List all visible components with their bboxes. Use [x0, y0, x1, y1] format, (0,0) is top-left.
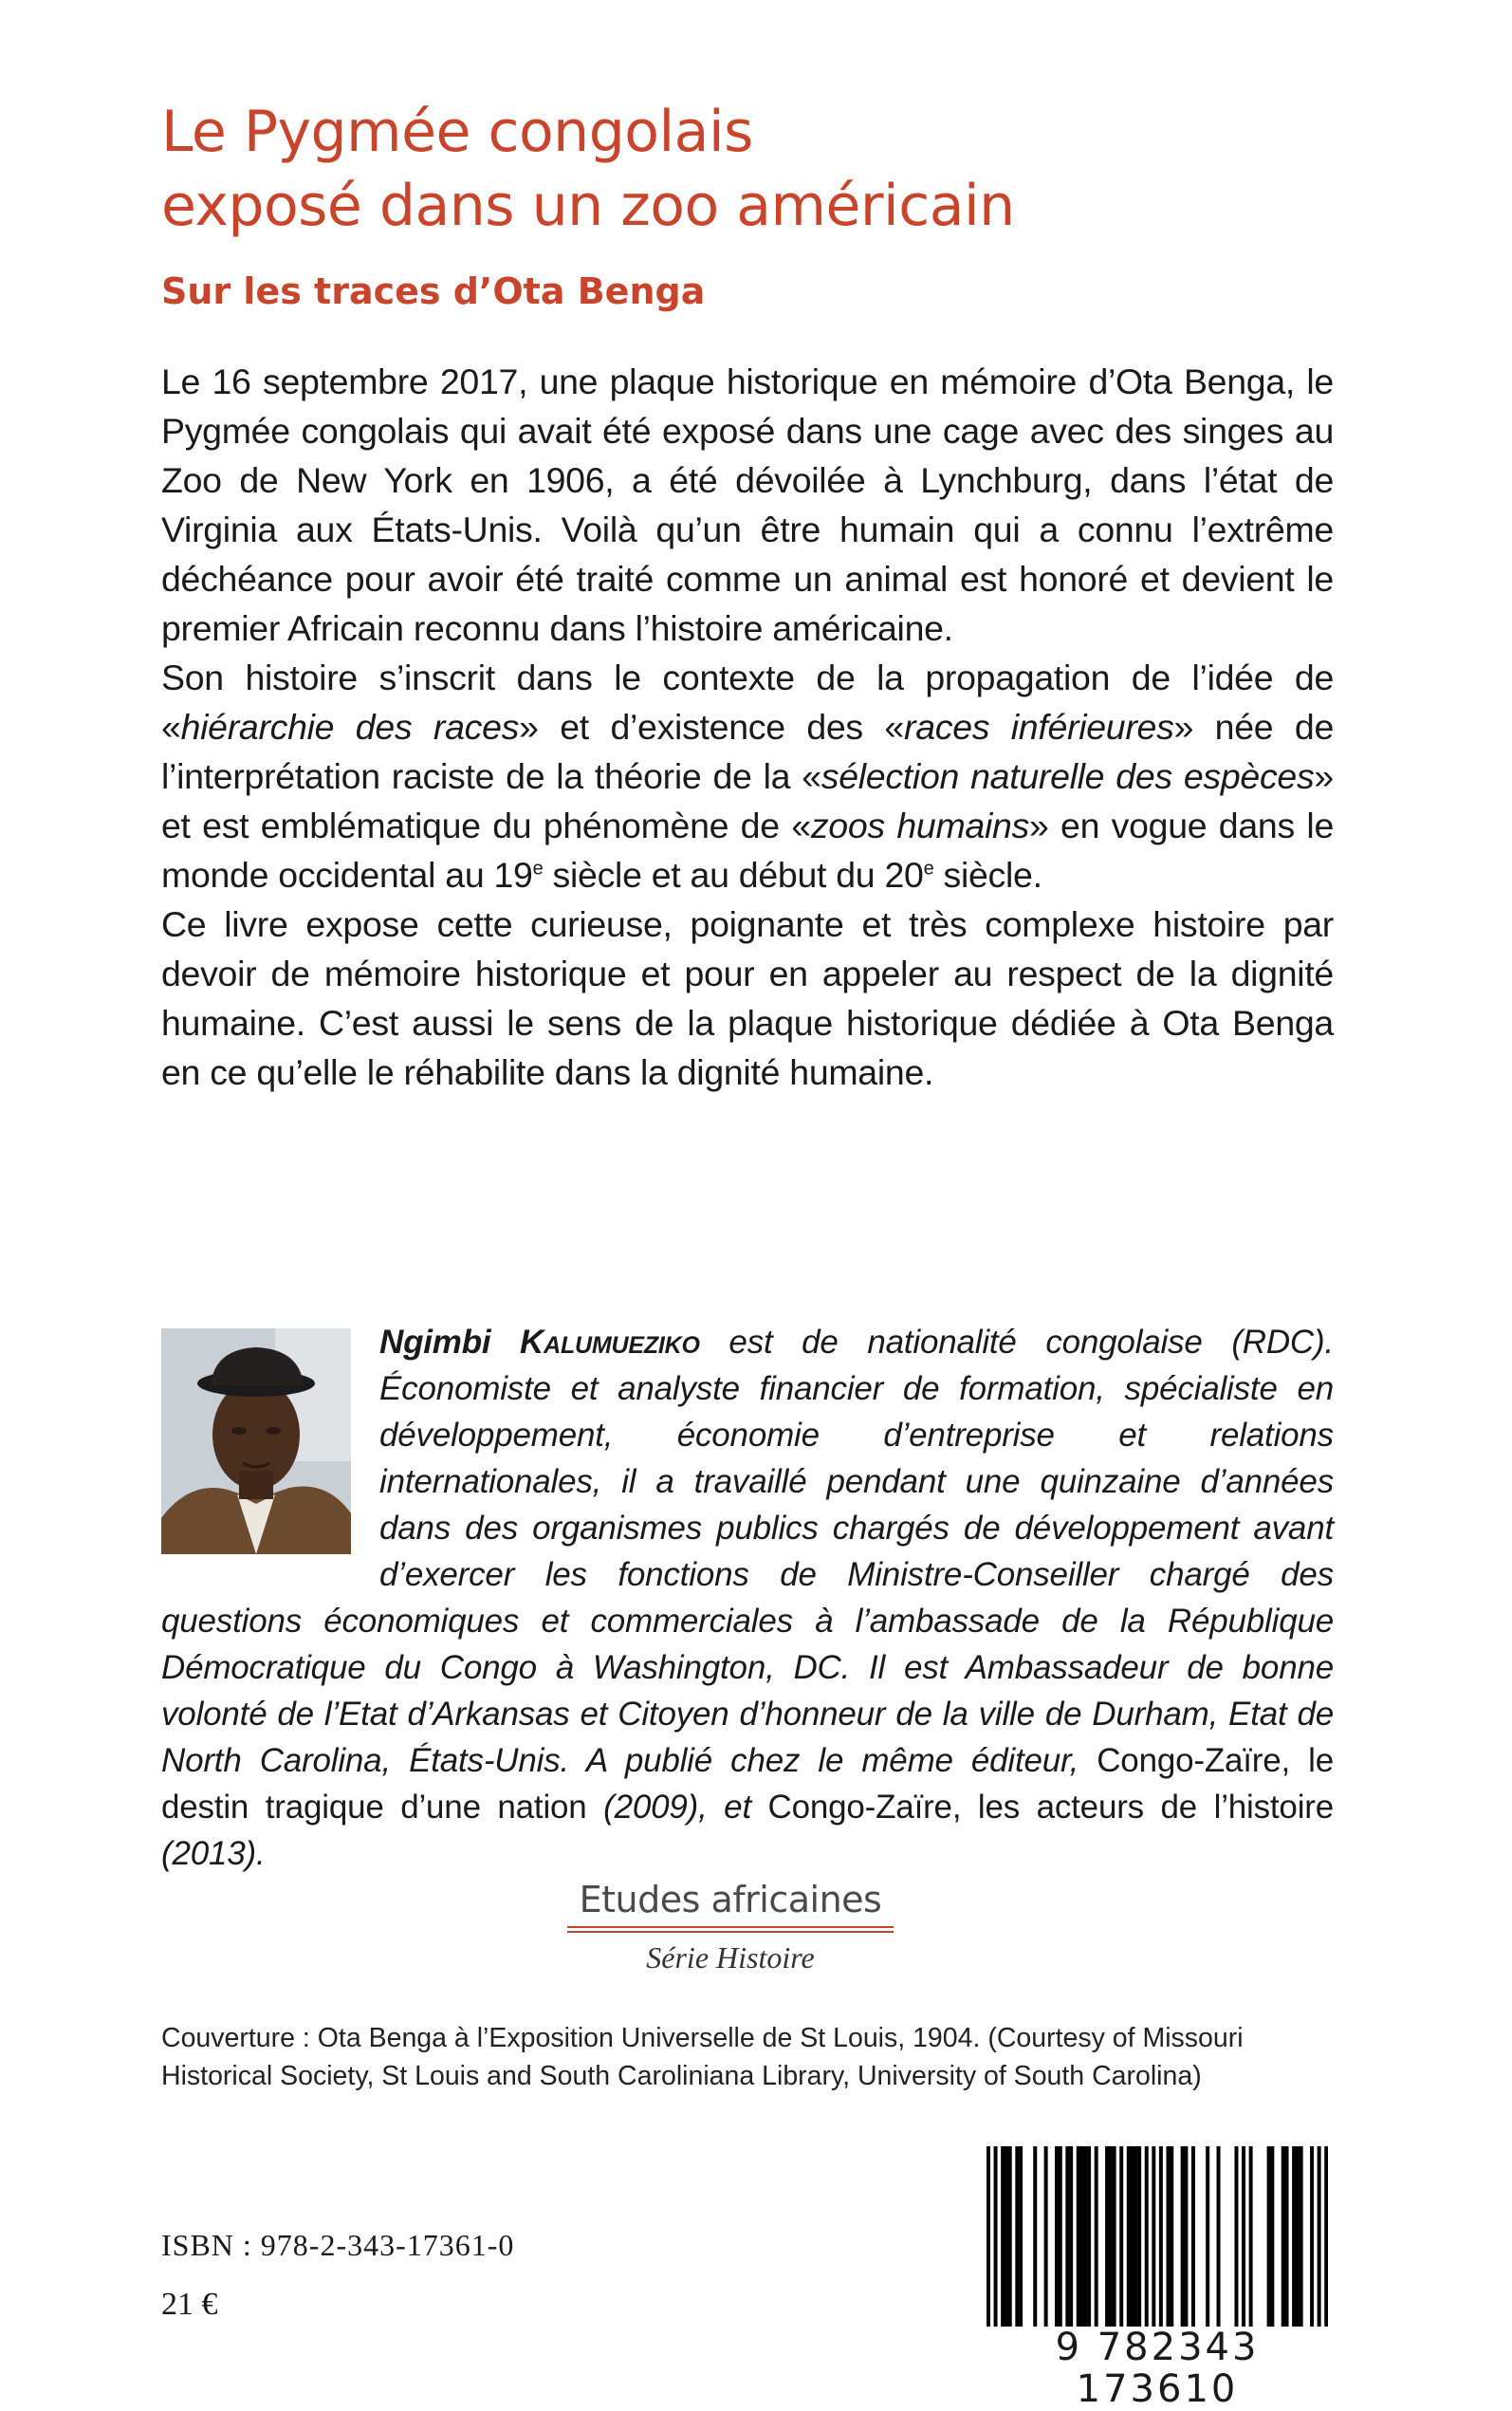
- summary-text: » en vogue dans le monde occidental au 19: [161, 806, 1334, 895]
- bio-text: (2009), et: [586, 1789, 768, 1826]
- barcode-bar: [1015, 2146, 1019, 2336]
- barcode-bar: [1234, 2146, 1238, 2336]
- barcode-bar: [1159, 2146, 1163, 2336]
- summary-italic: races inférieures: [904, 707, 1174, 747]
- barcode-bar: [1296, 2146, 1300, 2336]
- bio-text: est de nationalité congolaise (RDC). Économiste et analyste financier de formation, spécialiste en développement, économie d’entreprise et relations internationales, il a travaillé pendant une quinzaine d’années dans des organismes publics chargés de développement avant d’exercer les fonctions de Ministre-Conseiller chargé des questions économiques et commerciales à l’ambassade de la République Démocratique du Congo à Washington, DC. Il est Ambassadeur de bonne volonté de l’Etat d’Arkansas et Citoyen d’honneur de la ville de Durham, Etat de North Carolina, États-Unis. A publié chez le même éditeur,: [161, 1324, 1334, 1779]
- barcode-bar: [1166, 2146, 1170, 2336]
- barcode-bar: [994, 2146, 998, 2336]
- barcode-bar: [1292, 2146, 1296, 2336]
- author-name: [379, 1324, 700, 1361]
- summary-paragraph-2: [161, 653, 1334, 899]
- summary-italic: zoos humains: [810, 806, 1029, 845]
- barcode-bar: [1152, 2146, 1155, 2336]
- barcode-bar: [1109, 2146, 1113, 2336]
- barcode-bar: [1249, 2146, 1253, 2336]
- back-cover-summary: [161, 357, 1334, 1097]
- barcode-bar: [1217, 2146, 1221, 2336]
- cover-credit-line-2: Historical Society, St Louis and South Caroliniana Library, University of South Carolina): [161, 2061, 1202, 2091]
- barcode-bar: [1206, 2146, 1209, 2336]
- barcode-bar: [1137, 2146, 1141, 2336]
- barcode-bar: [1285, 2146, 1289, 2336]
- title-line-1: Le Pygmée congolais: [161, 99, 753, 165]
- summary-text: Son histoire s’inscrit dans le contexte de la propagation de l’idée de «: [161, 658, 1334, 747]
- barcode: [986, 2146, 1328, 2411]
- author-portrait-icon: [161, 1328, 351, 1554]
- barcode-bar: [1033, 2146, 1037, 2336]
- title-line-2: exposé dans un zoo américain: [161, 173, 1015, 239]
- barcode-bar: [1069, 2146, 1073, 2336]
- author-first-name: Ngimbi: [379, 1324, 521, 1361]
- barcode-bar: [1324, 2146, 1328, 2336]
- barcode-bar: [986, 2146, 990, 2336]
- book-reference: Congo-Zaïre, le destin tragique d’une nation: [161, 1742, 1334, 1826]
- barcode-bar: [1145, 2146, 1149, 2336]
- barcode-bar: [1077, 2146, 1080, 2336]
- barcode-bar: [1127, 2146, 1131, 2336]
- barcode-bar: [1095, 2146, 1098, 2336]
- barcode-bar: [1113, 2146, 1116, 2336]
- barcode-bar: [1282, 2146, 1285, 2336]
- bio-text: (2013).: [161, 1835, 266, 1872]
- barcode-bar: [1065, 2146, 1069, 2336]
- barcode-bar: [1055, 2146, 1059, 2336]
- barcode-bar: [1134, 2146, 1137, 2336]
- barcode-bar: [1184, 2146, 1188, 2336]
- barcode-bar: [1191, 2146, 1195, 2336]
- cover-credit: [161, 2019, 1394, 2095]
- ordinal-suffix: e: [923, 858, 934, 880]
- barcode-bar: [1181, 2146, 1185, 2336]
- summary-italic: hiérarchie des races: [180, 707, 520, 747]
- summary-italic: sélection naturelle des espèces: [821, 756, 1315, 796]
- collection-logo: [560, 1877, 901, 1976]
- barcode-bar: [1267, 2146, 1271, 2336]
- summary-text: siècle.: [933, 855, 1042, 895]
- barcode-bar: [1170, 2146, 1173, 2336]
- summary-text: » née de l’interprétation raciste de la théorie de la «: [161, 707, 1334, 796]
- ordinal-suffix: e: [532, 858, 544, 880]
- cover-credit-line-1: Couverture : Ota Benga à l’Exposition Universelle de St Louis, 1904. (Courtesy of Missouri: [161, 2023, 1244, 2053]
- barcode-bar: [1059, 2146, 1062, 2336]
- book-title: [161, 95, 1394, 243]
- barcode-bar: [1242, 2146, 1245, 2336]
- summary-text: siècle et au début du 20: [543, 855, 924, 895]
- barcode-bar: [1119, 2146, 1123, 2336]
- barcode-bar: [1080, 2146, 1084, 2336]
- barcode-bar: [1001, 2146, 1005, 2336]
- barcode-bar: [1300, 2146, 1303, 2336]
- summary-text: » et d’existence des «: [519, 707, 904, 747]
- barcode-icon: [986, 2146, 1328, 2336]
- author-photo: [161, 1328, 351, 1554]
- barcode-bar: [1087, 2146, 1091, 2336]
- isbn: ISBN : 978-2-343-17361-0: [161, 2228, 515, 2262]
- barcode-bar: [1270, 2146, 1274, 2336]
- barcode-bar: [1005, 2146, 1008, 2336]
- collection-name: Etudes africaines: [579, 1879, 882, 1920]
- barcode-bar: [1019, 2146, 1023, 2336]
- summary-paragraph-1: Le 16 septembre 2017, une plaque historique en mémoire d’Ota Benga, le Pygmée congolais qui avait été exposé dans une cage avec des singes au Zoo de New York en 1906, a été dévoilée à Lynchburg, dans l’état de Virginia aux États-Unis. Voilà qu’un être humain qui a connu l’extrême déchéance pour avoir été traité comme un animal est honoré et devient le premier Africain reconnu dans l’histoire américaine.: [161, 362, 1334, 648]
- author-last-name: Kalumueziko: [520, 1324, 700, 1361]
- collection-divider: [567, 1926, 894, 1933]
- price: 21 €: [161, 2287, 218, 2322]
- summary-paragraph-3: Ce livre expose cette curieuse, poignante et très complexe histoire par devoir de mémoire historique et pour en appeler au respect de la dignité humaine. C’est aussi le sens de la plaque historique dédiée à Ota Benga en ce qu’elle le réhabilite dans la dignité humaine.: [161, 904, 1334, 1092]
- barcode-bar: [1318, 2146, 1321, 2336]
- collection-series: Série Histoire: [646, 1940, 815, 1975]
- barcode-bar: [1083, 2146, 1087, 2336]
- author-bio: [161, 1319, 1334, 1877]
- summary-text: » et est emblématique du phénomène de «: [161, 756, 1334, 845]
- barcode-bar: [1008, 2146, 1012, 2336]
- barcode-bar: [1310, 2146, 1314, 2336]
- barcode-bar: [1131, 2146, 1134, 2336]
- book-subtitle: Sur les traces d’Ota Benga: [161, 270, 706, 312]
- barcode-bar: [1105, 2146, 1109, 2336]
- book-reference: Congo-Zaïre, les acteurs de l’histoire: [767, 1789, 1334, 1826]
- barcode-digits: 9 782343 173610: [986, 2327, 1328, 2410]
- barcode-bar: [1044, 2146, 1048, 2336]
